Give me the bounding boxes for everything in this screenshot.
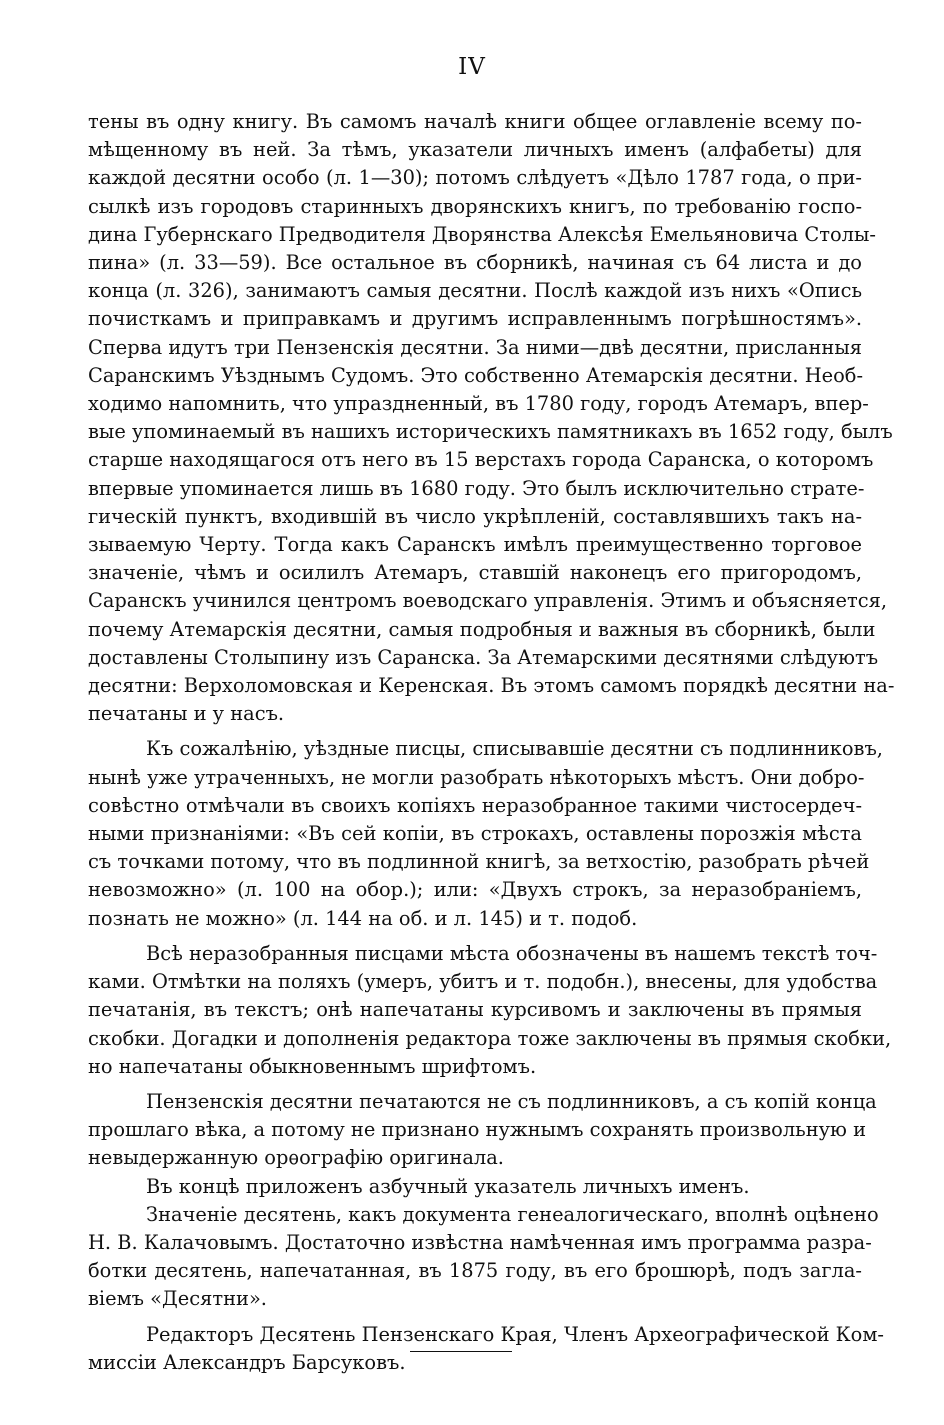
paragraph-kalachov [88, 1201, 879, 1314]
paragraph-gap [88, 1081, 862, 1088]
text-line: мѣщенному въ ней. За тѣмъ, указатели личныхъ именъ (алфабеты) для [88, 138, 862, 162]
body-text [88, 108, 895, 1377]
text-line: совѣстно отмѣчали въ своихъ копіяхъ неразобранное такими чистосердеч- [88, 793, 862, 817]
text-line: десятни: Верхоломовская и Керенская. Въ этомъ самомъ порядкѣ десятни на- [88, 674, 895, 698]
text-line: Значеніе десятень, какъ документа генеалогическаго, вполнѣ оцѣнено [146, 1202, 879, 1226]
text-line: Н. В. Калачовымъ. Достаточно извѣстна намѣченная имъ программа разра- [88, 1230, 872, 1254]
text-line: но напечатаны обыкновеннымъ шрифтомъ. [88, 1054, 537, 1078]
text-line: ботки десятень, напечатанная, въ 1875 году, въ его брошюрѣ, подъ загла- [88, 1259, 862, 1283]
paragraph-gap [88, 1314, 862, 1321]
closing-rule [410, 1351, 512, 1352]
text-line: віемъ «Десятни». [88, 1287, 267, 1311]
text-line: ными признаніями: «Въ сей копіи, въ строкахъ, оставлены порозжія мѣста [88, 822, 862, 846]
paragraph-gap [88, 728, 862, 735]
text-line: Редакторъ Десятень Пензенскаго Края, Членъ Археографической Ком- [146, 1322, 884, 1346]
text-line: пина» (л. 33—59). Все остальное въ сборникѣ, начиная съ 64 листа и до [88, 251, 862, 275]
paragraph-scribes [88, 735, 883, 932]
text-line: впервые упоминается лишь въ 1680 году. Это былъ исключительно страте- [88, 476, 865, 500]
text-line: прошлаго вѣка, а потому не признано нужнымъ сохранять произвольную и [88, 1118, 866, 1142]
paragraph-editor-signature [88, 1321, 884, 1377]
paragraph-notation [88, 940, 892, 1081]
text-line: каждой десятни особо (л. 1—30); потомъ слѣдуетъ «Дѣло 1787 года, о при- [88, 166, 862, 190]
text-line: сылкѣ изъ городовъ старинныхъ дворянскихъ книгъ, по требованію госпо- [88, 194, 862, 218]
text-line: старше находящагося отъ него въ 15 верстахъ города Саранска, о которомъ [88, 448, 874, 472]
text-line: значеніе, чѣмъ и осилилъ Атемаръ, ставшій наконецъ его пригородомъ, [88, 561, 862, 585]
text-line: печатанія, въ текстъ; онѣ напечатаны курсивомъ и заключены въ прямыя [88, 998, 862, 1022]
text-line: доставлены Столыпину изъ Саранска. За Атемарскими десятнями слѣдуютъ [88, 645, 879, 669]
text-line: миссіи Александръ Барсуковъ. [88, 1350, 406, 1374]
text-line: конца (л. 326), занимаютъ самыя десятни. Послѣ каждой изъ нихъ «Опись [88, 279, 862, 303]
paragraph-gap [88, 933, 862, 940]
text-line: невыдержанную орѳографію оригинала. [88, 1146, 504, 1170]
text-line: нынѣ уже утраченныхъ, не могли разобрать нѣкоторыхъ мѣстъ. Они добро- [88, 765, 865, 789]
text-line: дина Губернскаго Предводителя Дворянства Алексѣя Емельяновича Столы- [88, 222, 876, 246]
text-line: зываемую Черту. Тогда какъ Саранскъ имѣлъ преимущественно торговое [88, 533, 862, 557]
text-line: тены въ одну книгу. Въ самомъ началѣ книги общее оглавленіе всему по- [88, 110, 862, 133]
paragraph-intro [88, 108, 895, 728]
text-line: гическій пунктъ, входившій въ число укрѣпленій, составлявшихъ такъ на- [88, 504, 862, 528]
text-line: Пензенскія десятни печатаются не съ подлинниковъ, а съ копій конца [146, 1089, 877, 1113]
text-line: ходимо напомнить, что упраздненный, въ 1780 году, городъ Атемаръ, впер- [88, 392, 869, 416]
text-line: познать не можно» (л. 144 на об. и л. 145) и т. подоб. [88, 906, 638, 930]
text-line: Всѣ неразобранныя писцами мѣста обозначены въ нашемъ текстѣ точ- [146, 941, 878, 965]
text-line: невозможно» (л. 100 на обор.); или: «Двухъ строкъ, за неразобраніемъ, [88, 878, 862, 902]
text-line: Сперва идутъ три Пензенскія десятни. За ними—двѣ десятни, присланныя [88, 335, 862, 359]
paragraph-index [88, 1173, 862, 1201]
text-line: вые упоминаемый въ нашихъ историческихъ памятникахъ въ 1652 году, былъ [88, 420, 893, 444]
text-line: печатаны и у насъ. [88, 702, 285, 726]
text-line: Саранскъ учинился центромъ воеводскаго управленія. Этимъ и объясняется, [88, 589, 888, 613]
text-line: съ точками потому, что въ подлинной книгѣ, за ветхостію, разобрать рѣчей [88, 850, 870, 874]
paragraph-copies [88, 1088, 877, 1173]
text-line: Къ сожалѣнію, уѣздные писцы, списывавшіе десятни съ подлинниковъ, [146, 737, 883, 761]
text-line: скобки. Догадки и дополненія редактора тоже заключены въ прямыя скобки, [88, 1026, 892, 1050]
text-line: Саранскимъ Уѣзднымъ Судомъ. Это собственно Атемарскія десятни. Необ- [88, 363, 864, 387]
text-line: почему Атемарскія десятни, самыя подробныя и важныя въ сборникѣ, были [88, 617, 876, 641]
text-line: почисткамъ и приправкамъ и другимъ исправленнымъ погрѣшностямъ». [88, 307, 862, 331]
page-number: IV [458, 54, 486, 80]
text-line: ками. Отмѣтки на поляхъ (умеръ, убитъ и т. подобн.), внесены, для удобства [88, 970, 878, 994]
text-line: Въ концѣ приложенъ азбучный указатель личныхъ именъ. [146, 1174, 750, 1198]
